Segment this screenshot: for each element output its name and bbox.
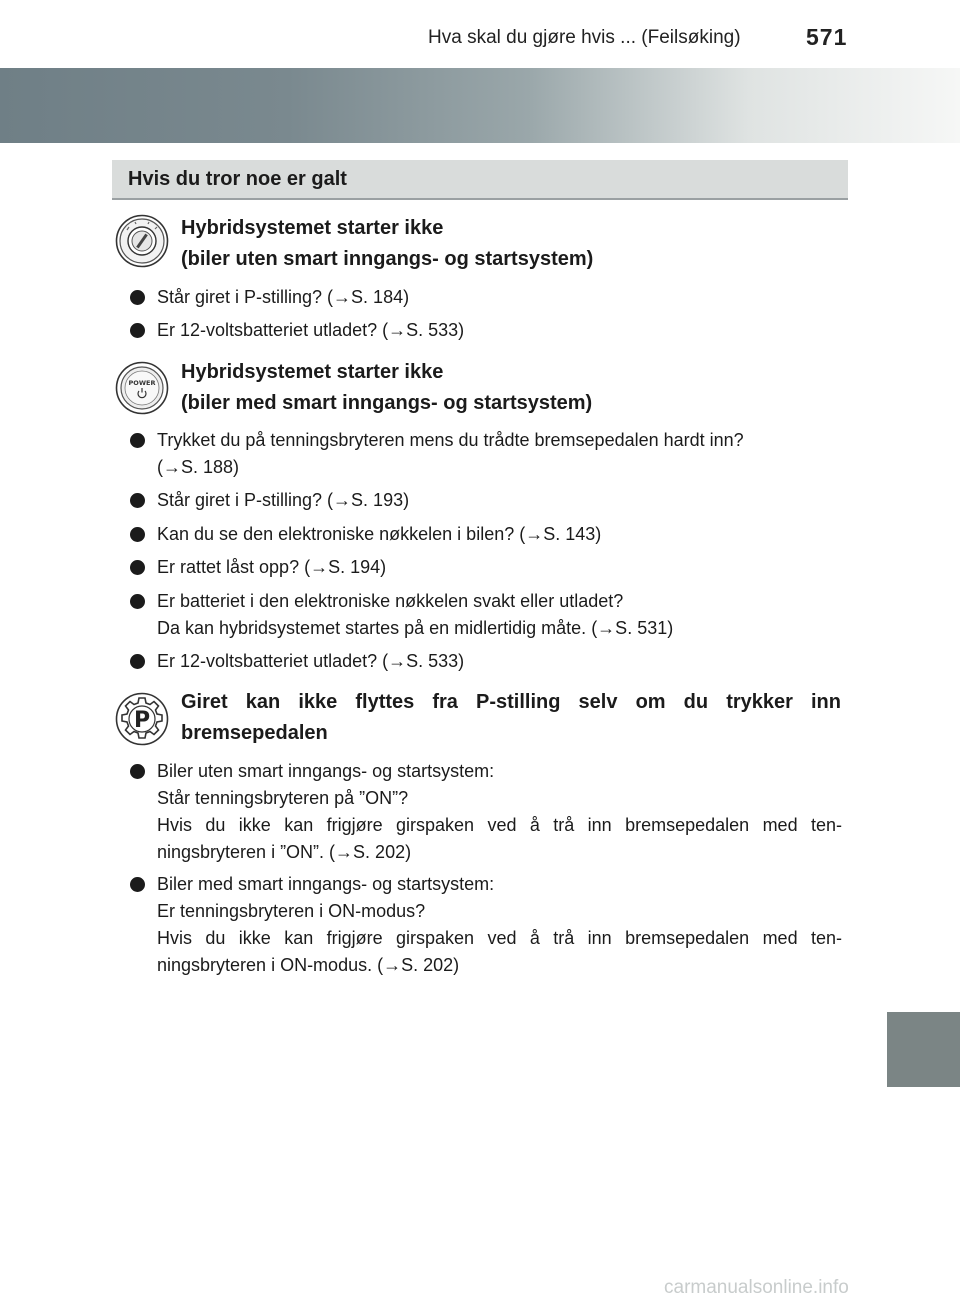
list-item [130, 758, 842, 866]
section-heading [112, 160, 848, 200]
group-title-smart-key [181, 357, 592, 419]
list-item [130, 284, 842, 311]
park-gear-icon [115, 692, 169, 746]
bullet-text: Er batteriet i den elektroniske nøkkelen svakt eller utladet? [157, 591, 624, 611]
bullet-dot [130, 290, 145, 305]
bullet-dot [130, 764, 145, 779]
bullet-text: ningsbryteren i ”ON”. (→S. 202) [157, 842, 412, 862]
bullet-text: (→S. 188) [157, 457, 240, 477]
list-item [130, 317, 842, 344]
list-item [130, 648, 842, 675]
bullet-dot [130, 527, 145, 542]
list-item [130, 487, 842, 514]
page-number: 571 [806, 24, 848, 50]
bullet-text: Da kan hybridsystemet startes på en midlertidig måte. (→S. 531) [157, 618, 674, 638]
bullet-text: ningsbryteren i ON-modus. (→S. 202) [157, 955, 460, 975]
bullet-dot [130, 654, 145, 669]
page-header-title: Hva skal du gjøre hvis ... (Feilsøking) [428, 27, 741, 48]
bullet-text: Hvis du ikke kan frigjøre girspaken ved å trå inn bremsepedalen med ten- [157, 928, 842, 948]
bullet-dot [130, 594, 145, 609]
svg-text:POWER: POWER [128, 379, 156, 387]
bullet-text: Står giret i P-stilling? (→S. 184) [157, 287, 410, 307]
bullet-text: Er 12-voltsbatteriet utladet? (→S. 533) [157, 320, 465, 340]
bullet-text: Hvis du ikke kan frigjøre girspaken ved å trå inn bremsepedalen med ten- [157, 815, 842, 835]
group-title-line: Hybridsystemet starter ikke [181, 217, 444, 239]
group-title-no-smart-key [181, 213, 593, 275]
bullet-text: Trykket du på tenningsbryteren mens du trådte bremsepedalen hardt inn? [157, 430, 744, 450]
bullet-text: Biler uten smart inngangs- og startsystem: [157, 761, 495, 781]
list-item [130, 588, 842, 642]
section-title: Hvis du tror noe er galt [128, 168, 347, 190]
bullet-text: Er 12-voltsbatteriet utladet? (→S. 533) [157, 651, 465, 671]
svg-text:P: P [133, 708, 151, 733]
ignition-key-switch-icon [115, 214, 169, 268]
bullet-dot [130, 433, 145, 448]
list-item [130, 521, 842, 548]
bullet-text: Er rattet låst opp? (→S. 194) [157, 557, 387, 577]
power-button-icon [115, 361, 169, 415]
group-title-line: Giret kan ikke flyttes fra P-stilling selv om du trykker inn [181, 691, 841, 713]
bullet-text: Står tenningsbryteren på ”ON”? [157, 788, 409, 808]
bullet-dot [130, 877, 145, 892]
bullet-dot [130, 560, 145, 575]
group-title-line: (biler uten smart inngangs- og startsystem) [181, 248, 594, 270]
bullet-dot [130, 323, 145, 338]
chapter-side-tab [887, 1012, 960, 1087]
bullet-text: Står giret i P-stilling? (→S. 193) [157, 490, 410, 510]
header-band [0, 68, 960, 143]
bullet-text: Kan du se den elektroniske nøkkelen i bilen? (→S. 143) [157, 524, 602, 544]
bullet-text: Biler med smart inngangs- og startsystem: [157, 874, 495, 894]
group-title-line: Hybridsystemet starter ikke [181, 361, 444, 383]
group-title-line: bremsepedalen [181, 722, 328, 744]
list-item [130, 871, 842, 979]
group-title-park-shift [181, 687, 841, 749]
bullet-dot [130, 493, 145, 508]
group-title-line: (biler med smart inngangs- og startsystem) [181, 392, 593, 414]
watermark: carmanualsonline.info [664, 1277, 849, 1298]
bullet-text: Er tenningsbryteren i ON-modus? [157, 901, 426, 921]
list-item [130, 554, 842, 581]
list-item [130, 427, 842, 481]
